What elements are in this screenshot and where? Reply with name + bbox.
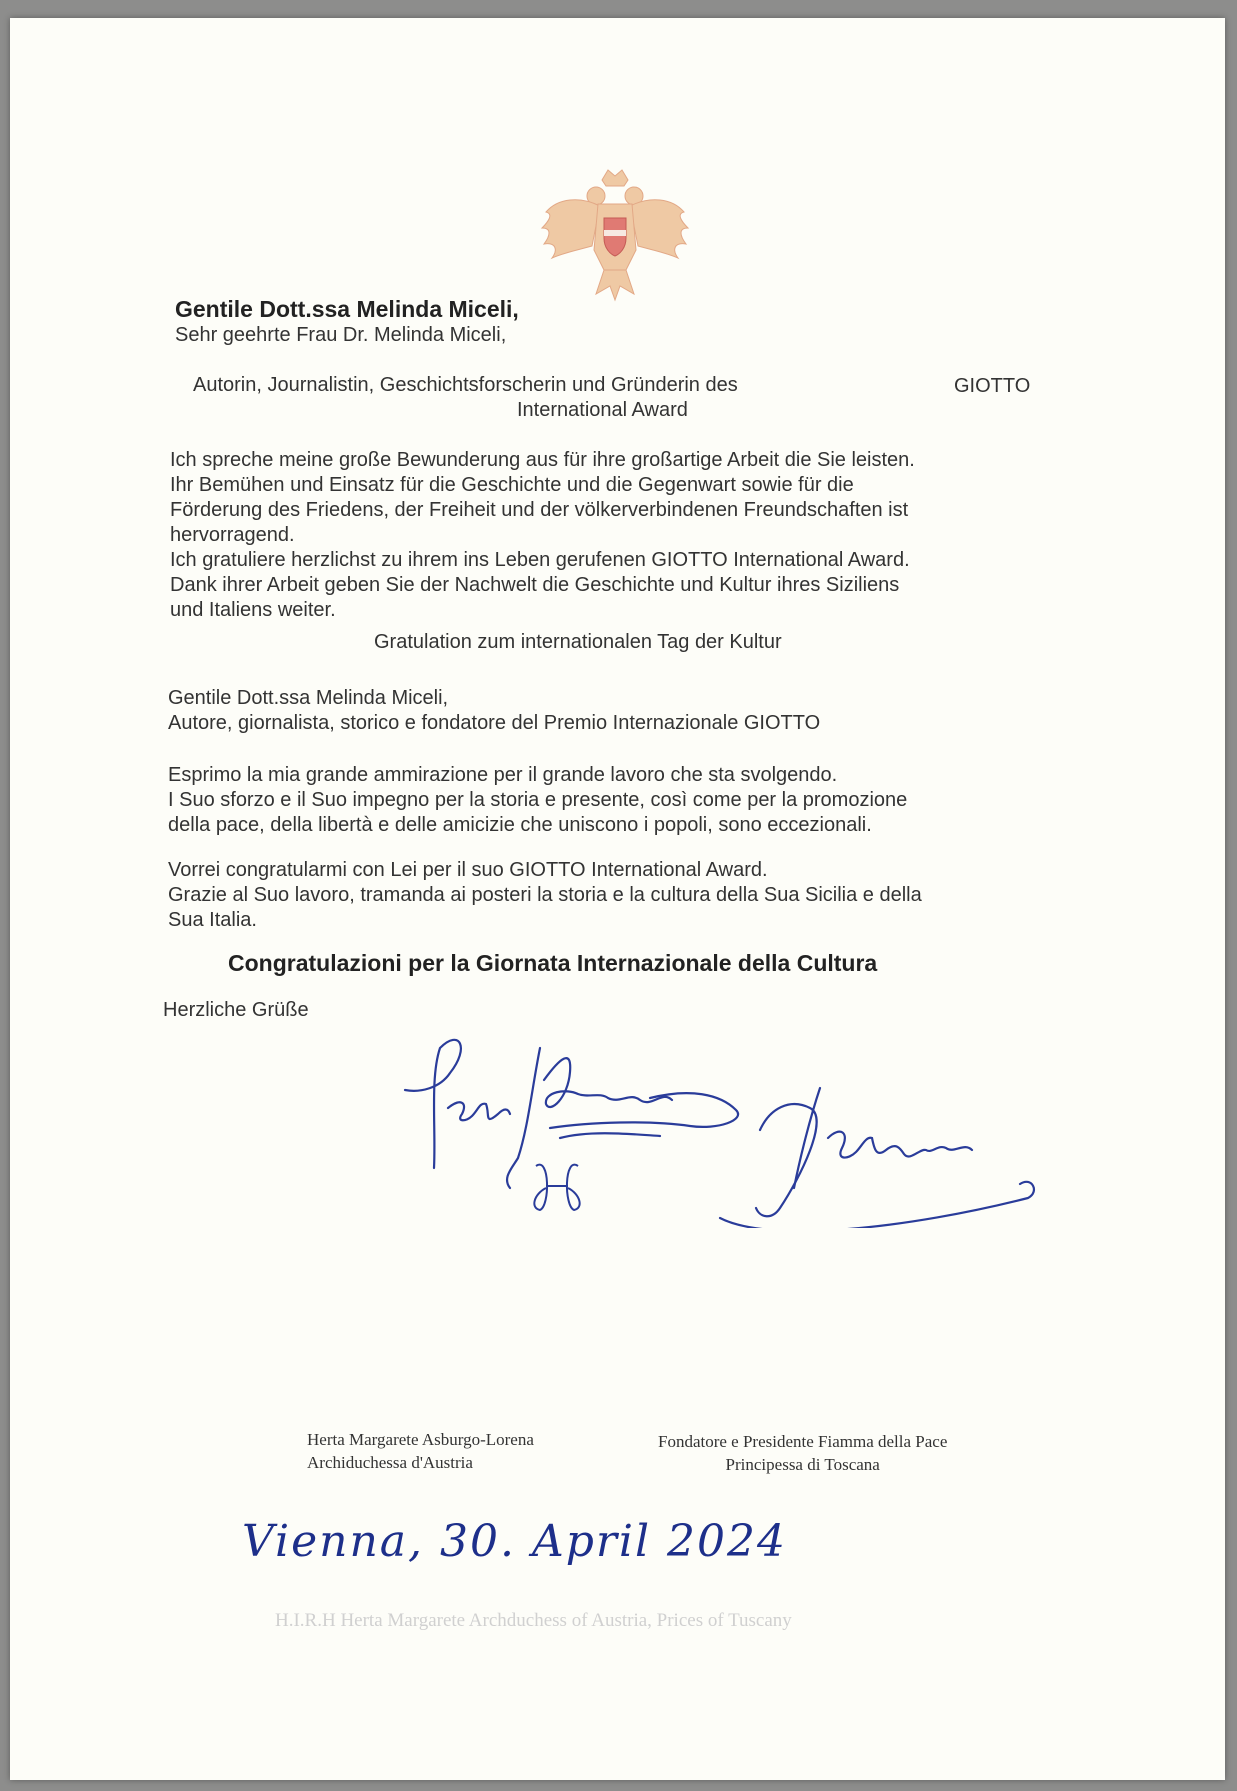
paragraph-line: Ihr Bemühen und Einsatz für die Geschichte und die Gegenwart sowie für die [170,474,854,496]
signatory-left-role: Archiduchessa d'Austria [307,1453,473,1472]
closing: Herzliche Grüße [163,999,309,1021]
title-de-line1: Autorin, Journalistin, Geschichtsforscherin und Gründerin des [193,374,738,396]
signatory-left-name: Herta Margarete Asburgo-Lorena [307,1430,534,1449]
signatory-right-role: Fondatore e Presidente Fiamma della Pace [658,1432,948,1451]
paragraph-it-1 [168,763,907,838]
signature-right [710,1068,1070,1228]
salutation-it: Gentile Dott.ssa Melinda Miceli, [168,687,449,709]
place-date-handwritten: Vienna, 30. April 2024 [242,1516,788,1567]
paragraph-line: Grazie al Suo lavoro, tramanda ai posteri la storia e la cultura della Sua Sicilia e della [168,884,922,906]
paragraph-line: I Suo sforzo e il Suo impegno per la storia e presente, così come per la promozione [168,789,908,811]
footer-line: H.I.R.H Herta Margarete Archduchess of Austria, Prices of Tuscany [275,1610,792,1631]
double-headed-eagle-crest-icon [540,166,690,306]
congrats-it: Congratulazioni per la Giornata Internazionale della Cultura [228,950,878,976]
paragraph-line: Ich gratuliere herzlichst zu ihrem ins Leben gerufenen GIOTTO International Award. [170,549,910,571]
title-it: Autore, giornalista, storico e fondatore del Premio Internazionale GIOTTO [168,712,821,734]
title-de-giotto: GIOTTO [954,375,1031,397]
letter-page [10,18,1225,1780]
paragraph-it-2 [168,858,922,933]
signatory-right-title: Principessa di Toscana [725,1455,880,1474]
paragraph-de [170,448,915,623]
paragraph-line: Förderung des Friedens, der Freiheit und der völkerverbindenen Freundschaften ist [170,499,909,521]
paragraph-line: Vorrei congratularmi con Lei per il suo GIOTTO International Award. [168,859,768,881]
paragraph-line: Esprimo la mia grande ammirazione per il grande lavoro che sta svolgendo. [168,764,838,786]
paragraph-line: Sua Italia. [168,909,257,931]
paragraph-line: della pace, della libertà e delle amicizie che uniscono i popoli, sono eccezionali. [168,814,872,836]
salutation-de: Sehr geehrte Frau Dr. Melinda Miceli, [175,324,507,346]
paragraph-line: und Italiens weiter. [170,599,336,621]
paragraph-line: Ich spreche meine große Bewunderung aus für ihre großartige Arbeit die Sie leisten. [170,449,915,471]
signatory-right [658,1430,947,1476]
congrats-de: Gratulation zum internationalen Tag der Kultur [374,631,782,653]
paragraph-line: hervorragend. [170,524,295,546]
title-de-line2: International Award [517,399,688,421]
signatory-left [307,1428,534,1474]
paragraph-line: Dank ihrer Arbeit geben Sie der Nachwelt die Geschichte und Kultur ihres Siziliens [170,574,900,596]
salutation-bold: Gentile Dott.ssa Melinda Miceli, [175,296,519,322]
